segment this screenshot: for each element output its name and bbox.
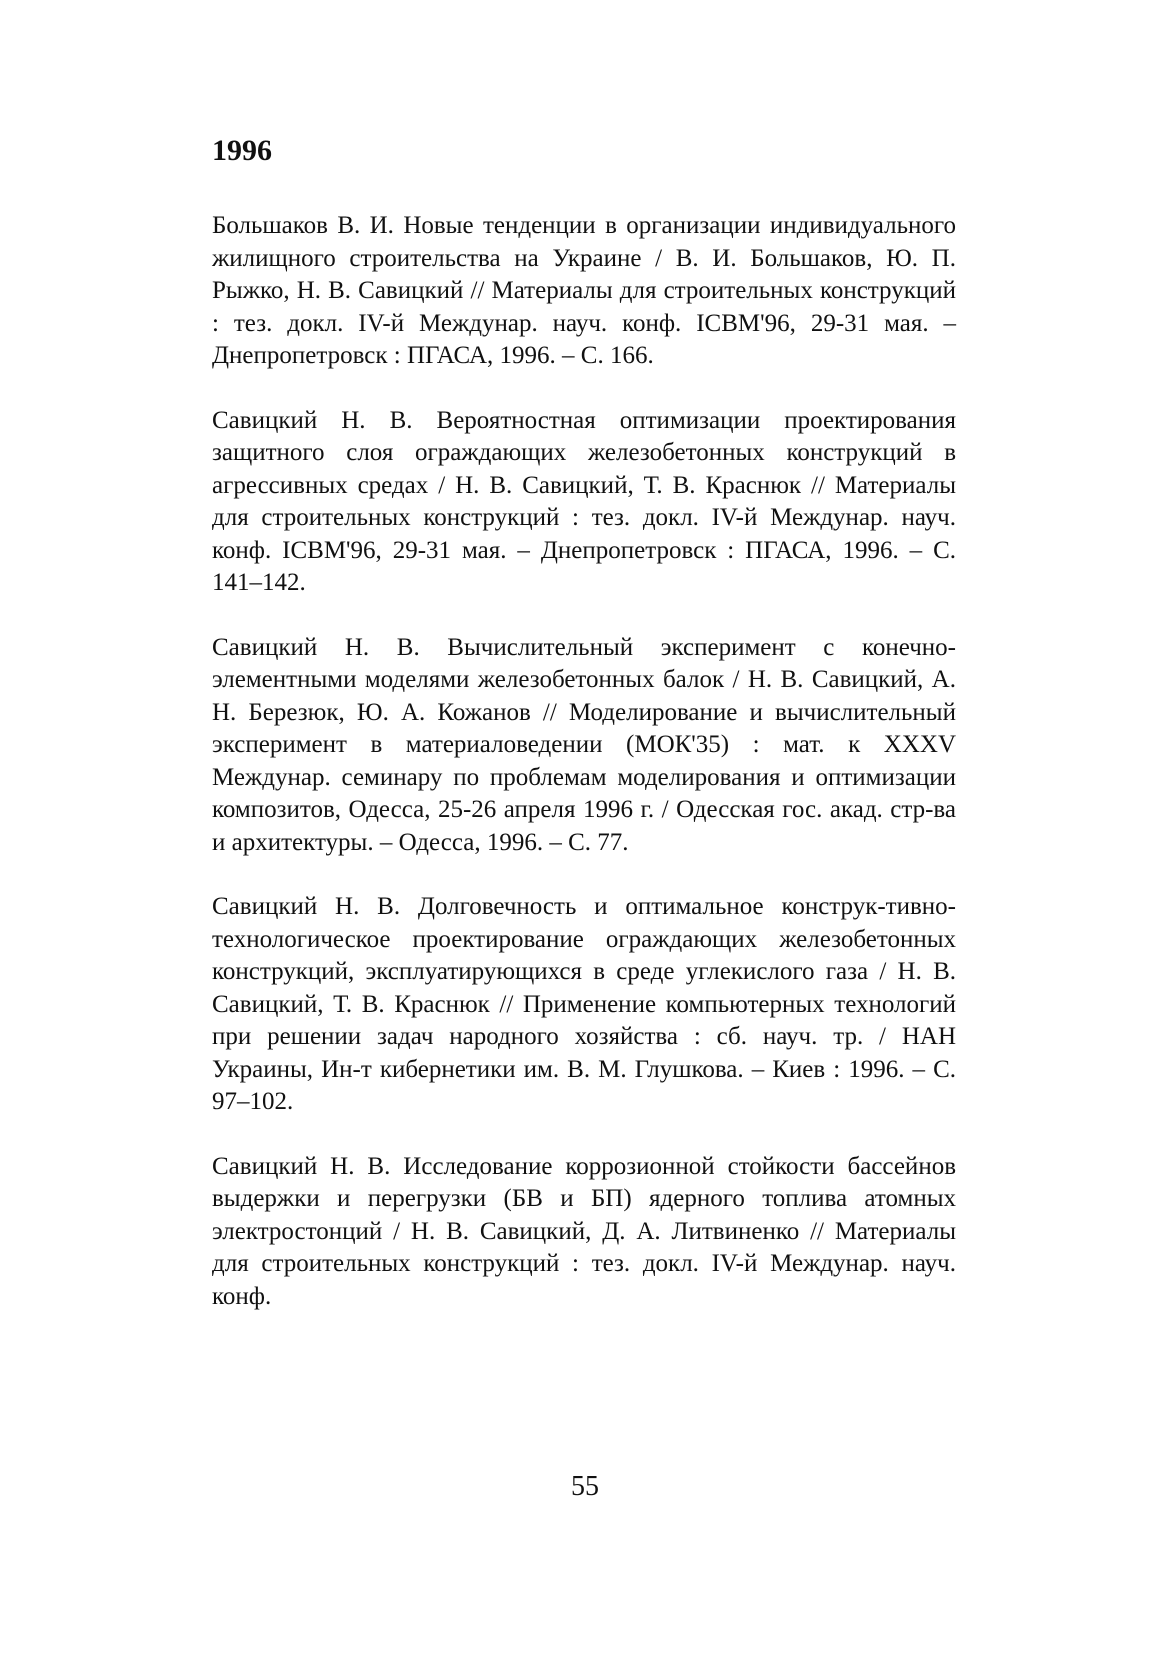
bibliography-entry: Большаков В. И. Новые тенденции в организации индивидуального жилищного строительства на Украине / В. И. Большаков, Ю. П. Рыжко, Н. В. Савицкий // Материалы для строительных конструкций : тез. докл. IV-й Междунар. науч. конф. ICBM'96, 29-31 мая. – Днепропетровск : ПГАСА, 1996. – С. 166.: [212, 212, 956, 369]
year-heading: 1996: [212, 134, 272, 167]
page-number: 55: [571, 1471, 599, 1502]
bibliography-entry: Савицкий Н. В. Вычислительный эксперимент с конечно-элементными моделями железобетонных балок / Н. В. Савицкий, А. Н. Березюк, Ю. А. Кожанов // Моделирование и вычислительный эксперимент в материаловедении (МОК'35) : мат. к XXXV Междунар. семинару по проблемам моделирования и оптимизации композитов, Одесса, 25-26 апреля 1996 г. / Одесская гос. акад. стр-ва и архитектуры. – Одесса, 1996. – С. 77.: [212, 633, 956, 856]
bibliography-list: [212, 210, 956, 1345]
bibliography-entry: Савицкий Н. В. Исследование коррозионной стойкости бассейнов выдержки и перегрузки (БВ и БП) ядерного топлива атомных электростонций / Н. В. Савицкий, Д. А. Литвиненко // Материалы для строительных конструкций : тез. докл. IV-й Междунар. науч. конф.: [212, 1152, 956, 1310]
bibliography-entry: Савицкий Н. В. Долговечность и оптимальное конструк-тивно-технологическое проектирование ограждающих железобетонных конструкций, эксплуатирующихся в среде углекислого газа / Н. В. Савицкий, Т. В. Краснюк // Применение компьютерных технологий при решении задач народного хозяйства : сб. науч. тр. / НАН Украины, Ин-т кибернетики им. В. М. Глушкова. – Киев : 1996. – С. 97–102.: [212, 893, 956, 1115]
bibliography-entry: Савицкий Н. В. Вероятностная оптимизации проектирования защитного слоя ограждающих железобетонных конструкций в агрессивных средах / Н. В. Савицкий, Т. В. Краснюк // Материалы для строительных конструкций : тез. докл. IV-й Междунар. науч. конф. ICBM'96, 29-31 мая. – Днепропетровск : ПГАСА, 1996. – С. 141–142.: [212, 406, 956, 596]
